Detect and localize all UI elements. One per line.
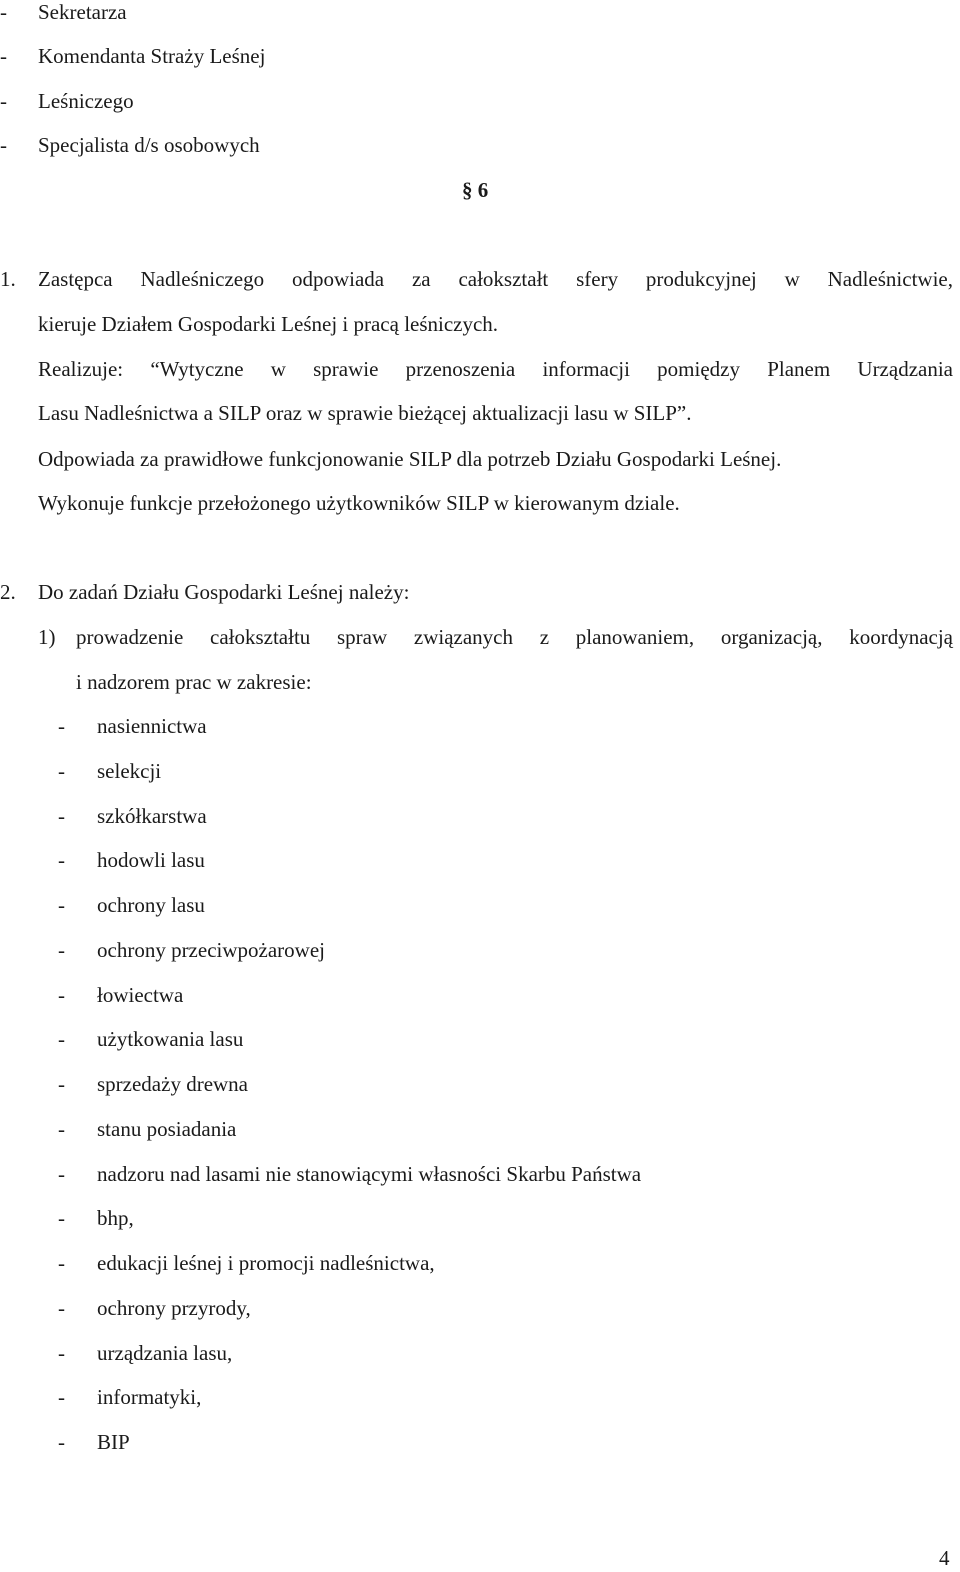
list-marker: -: [58, 804, 65, 828]
list-item: Sekretarza: [38, 0, 127, 24]
list-item: ochrony lasu: [97, 893, 205, 917]
list-marker: -: [58, 1162, 65, 1186]
list-item: łowiectwa: [97, 983, 184, 1007]
point-intro: Do zadań Działu Gospodarki Leśnej należy:: [38, 580, 410, 604]
list-marker: -: [58, 1027, 65, 1051]
list-item: bhp,: [97, 1206, 134, 1230]
list-item: Leśniczego: [38, 89, 134, 113]
paragraph-line: Realizuje: “Wytyczne w sprawie przenoszenia informacji pomiędzy Planem Urządzania: [38, 357, 953, 381]
list-marker: -: [0, 89, 7, 113]
list-marker: -: [58, 714, 65, 738]
list-item: urządzania lasu,: [97, 1341, 233, 1365]
point-number: 2.: [0, 580, 16, 604]
list-item: Komendanta Straży Leśnej: [38, 44, 266, 68]
list-marker: -: [58, 848, 65, 872]
list-marker: -: [0, 0, 7, 24]
sub-point-line: i nadzorem prac w zakresie:: [76, 670, 312, 694]
list-marker: -: [0, 133, 7, 157]
paragraph-line: Lasu Nadleśnictwa a SILP oraz w sprawie bieżącej aktualizacji lasu w SILP”.: [38, 401, 692, 425]
list-marker: -: [58, 893, 65, 917]
list-item: BIP: [97, 1430, 130, 1454]
list-marker: -: [58, 1206, 65, 1230]
list-item: stanu posiadania: [97, 1117, 237, 1141]
list-marker: -: [58, 1385, 65, 1409]
list-marker: -: [58, 759, 65, 783]
list-item: hodowli lasu: [97, 848, 205, 872]
paragraph-line: kieruje Działem Gospodarki Leśnej i pracą leśniczych.: [38, 312, 499, 336]
list-marker: -: [58, 983, 65, 1007]
list-item: nadzoru nad lasami nie stanowiącymi własności Skarbu Państwa: [97, 1162, 642, 1186]
list-item: ochrony przyrody,: [97, 1296, 251, 1320]
paragraph-line: Odpowiada za prawidłowe funkcjonowanie SILP dla potrzeb Działu Gospodarki Leśnej.: [38, 447, 782, 471]
list-marker: -: [58, 1117, 65, 1141]
list-marker: -: [58, 1341, 65, 1365]
paragraph-line: Zastępca Nadleśniczego odpowiada za całokształt sfery produkcyjnej w Nadleśnictwie,: [38, 267, 953, 291]
list-marker: -: [58, 938, 65, 962]
sub-point-line: prowadzenie całokształtu spraw związanych z planowaniem, organizacją, koordynacją: [76, 625, 953, 649]
list-marker: -: [58, 1430, 65, 1454]
list-marker: -: [58, 1072, 65, 1096]
list-marker: -: [0, 44, 7, 68]
list-item: informatyki,: [97, 1385, 202, 1409]
page-number: 4: [939, 1546, 950, 1570]
list-item: edukacji leśnej i promocji nadleśnictwa,: [97, 1251, 435, 1275]
list-marker: -: [58, 1296, 65, 1320]
list-item: szkółkarstwa: [97, 804, 207, 828]
section-heading: § 6: [462, 178, 489, 202]
list-item: ochrony przeciwpożarowej: [97, 938, 325, 962]
list-item: sprzedaży drewna: [97, 1072, 248, 1096]
list-item: użytkowania lasu: [97, 1027, 244, 1051]
list-marker: -: [58, 1251, 65, 1275]
point-number: 1.: [0, 267, 16, 291]
sub-point-number: 1): [38, 625, 56, 649]
list-item: selekcji: [97, 759, 162, 783]
list-item: nasiennictwa: [97, 714, 207, 738]
list-item: Specjalista d/s osobowych: [38, 133, 260, 157]
paragraph-line: Wykonuje funkcje przełożonego użytkowników SILP w kierowanym dziale.: [38, 491, 680, 515]
